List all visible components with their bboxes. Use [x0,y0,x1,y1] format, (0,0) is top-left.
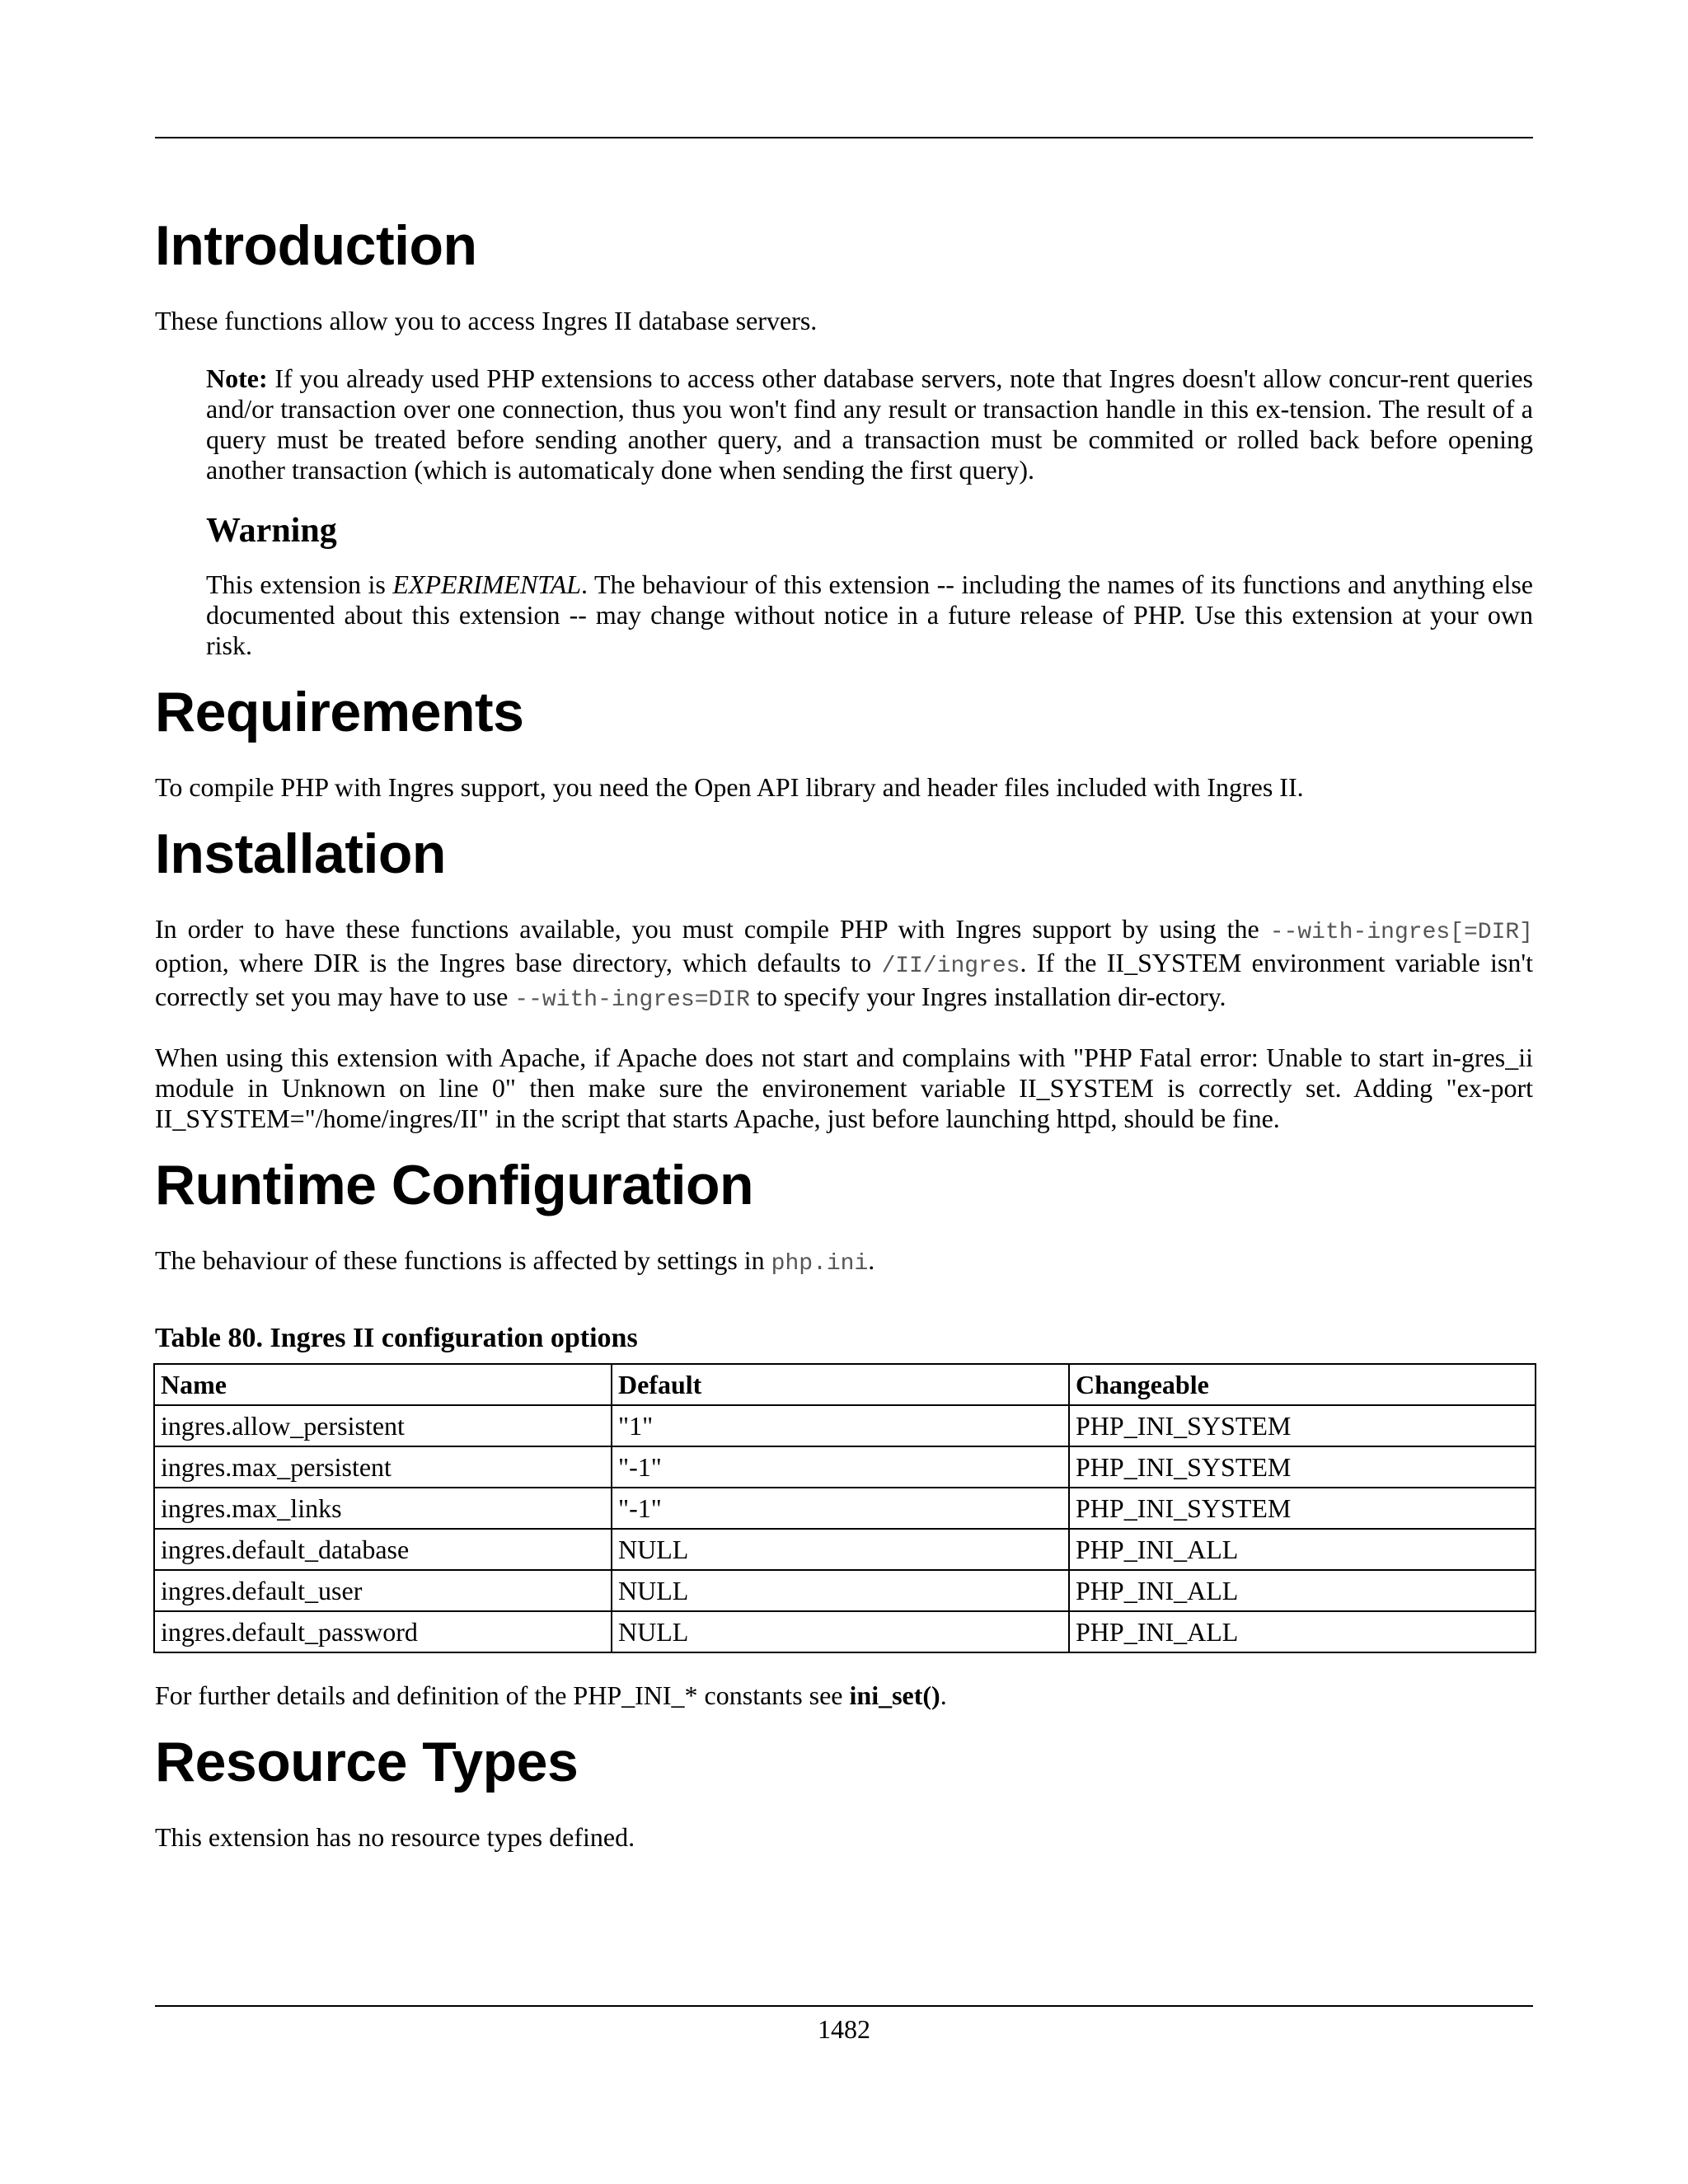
footnote-end: . [940,1680,947,1710]
table-cell: PHP_INI_ALL [1069,1529,1536,1570]
table-cell: ingres.max_persistent [154,1446,612,1488]
table-cell: PHP_INI_ALL [1069,1570,1536,1611]
note-block [206,363,1533,661]
table-footnote [155,1680,1533,1711]
page-number: 1482 [818,2014,870,2044]
table-row [154,1529,1536,1570]
table-cell: "-1" [612,1446,1069,1488]
warning-text-start: This extension is [206,569,393,599]
warning-emphasis: EXPERIMENTAL [392,569,582,599]
php-ini-code: php.ini [771,1251,869,1277]
table-row [154,1446,1536,1488]
with-ingres-option-code: --with-ingres[=DIR] [1269,920,1533,945]
table-cell: ingres.allow_persistent [154,1405,612,1446]
requirements-text: To compile PHP with Ingres support, you need the Open API library and header files included with Ingres II. [155,772,1304,802]
runtime-text-start: The behaviour of these functions is affected by settings in [155,1245,771,1275]
page-content [155,213,1533,1853]
installation-paragraph-2: When using this extension with Apache, if Apache does not start and complains with "PHP Fatal error: Unable to start in-gres_ii module in Unknown on line 0" then make sure the environement variable II_SYSTEM is correctly set. Adding "ex-port II_SYSTEM="/home/ingres/II" in the script that starts Apache, just before launching httpd, should be fine. [155,1043,1533,1133]
table-row [154,1611,1536,1652]
table-cell: ingres.default_database [154,1529,612,1570]
introduction-text: These functions allow you to access Ingres II database servers. [155,306,818,335]
runtime-heading: Runtime Configuration [155,1154,754,1216]
warning-text-end: . The behaviour of this extension -- including the names of its functions and anything else documented about this extension -- may change without notice in a future release of PHP. Use this extension at your own risk. [206,569,1533,660]
footer-rule [155,2005,1533,2007]
installation-text-2: option, where DIR is the Ingres base directory, which defaults to [155,948,882,977]
ini-set-link[interactable]: ini_set() [849,1680,940,1710]
column-header-name: Name [154,1364,612,1405]
table-cell: "1" [612,1405,1069,1446]
table-cell: NULL [612,1570,1069,1611]
runtime-text [155,1245,1533,1279]
requirements-heading: Requirements [155,681,524,743]
table-cell: ingres.max_links [154,1488,612,1529]
table-cell: ingres.default_user [154,1570,612,1611]
table-row [154,1570,1536,1611]
table-cell: PHP_INI_SYSTEM [1069,1488,1536,1529]
table-cell: PHP_INI_SYSTEM [1069,1405,1536,1446]
installation-text-3: . If the II_SYSTEM environment variable isn't correctly set you may have to use [155,948,1534,1011]
header-rule [155,137,1533,138]
installation-paragraph-1 [155,914,1533,1015]
table-caption: Table 80. Ingres II configuration options [155,1323,638,1353]
table-header-row [154,1364,1536,1405]
installation-text-4: to specify your Ingres installation dir-ectory. [749,982,1226,1011]
config-options-table [153,1363,1536,1653]
installation-heading: Installation [155,823,446,885]
table-cell: NULL [612,1611,1069,1652]
warning-text [206,569,1533,661]
table-cell: PHP_INI_SYSTEM [1069,1446,1536,1488]
table-cell: ingres.default_password [154,1611,612,1652]
warning-heading: Warning [206,512,337,550]
note-paragraph [206,363,1533,485]
with-ingres-dir-code: --with-ingres=DIR [514,987,750,1013]
column-header-changeable: Changeable [1069,1364,1536,1405]
runtime-text-end: . [868,1245,875,1275]
table-cell: PHP_INI_ALL [1069,1611,1536,1652]
introduction-heading: Introduction [155,214,477,277]
table-cell: "-1" [612,1488,1069,1529]
table-row [154,1405,1536,1446]
footnote-text: For further details and definition of the PHP_INI_* constants see [155,1680,850,1710]
column-header-default: Default [612,1364,1069,1405]
note-label: Note: [206,363,268,393]
resource-types-heading: Resource Types [155,1731,579,1793]
table-cell: NULL [612,1529,1069,1570]
default-dir-code: /II/ingres [881,954,1020,979]
table-row [154,1488,1536,1529]
installation-text-1: In order to have these functions available, you must compile PHP with Ingres support by using the [155,914,1270,944]
resource-types-text: This extension has no resource types defined. [155,1822,635,1852]
note-text: If you already used PHP extensions to access other database servers, note that Ingres doesn't allow concur-rent queries and/or transaction over one connection, thus you won't find any result or transaction handle in this ex-tension. The result of a query must be treated before sending another query, and a transaction must be commited or rolled back before opening another transaction (which is automaticaly done when sending the first query). [206,363,1534,485]
